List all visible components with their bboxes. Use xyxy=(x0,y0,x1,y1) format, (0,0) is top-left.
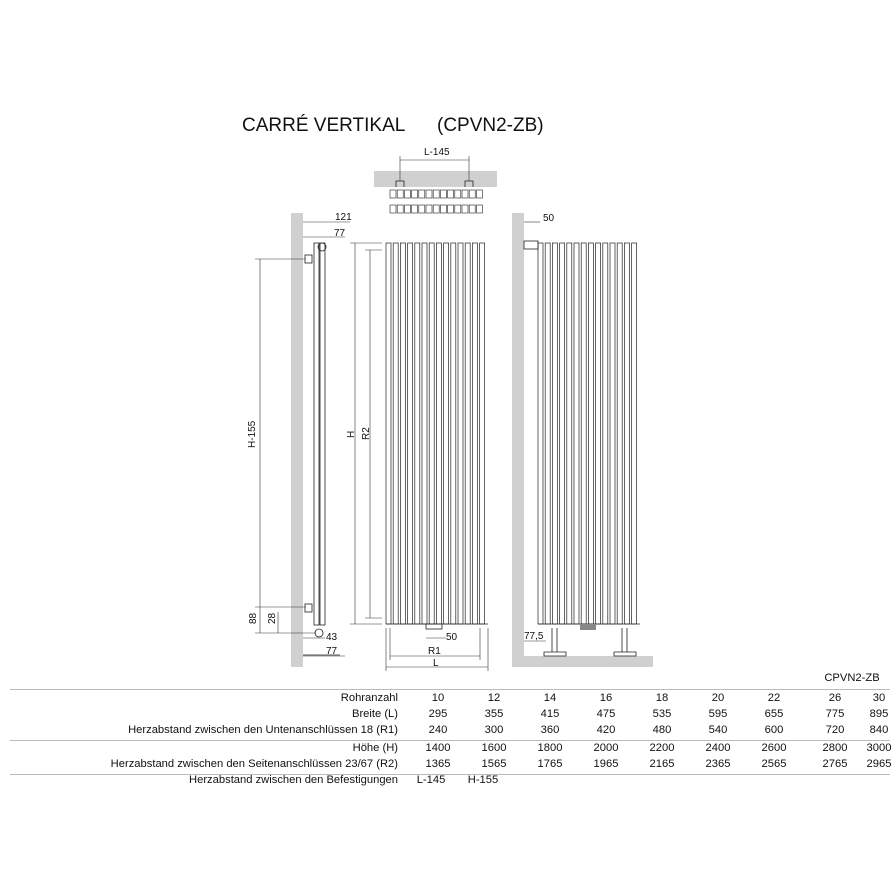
tube-section xyxy=(440,190,446,198)
table-cell: 600 xyxy=(764,724,784,736)
dim-h155-label: H-155 xyxy=(247,420,258,448)
tube-section xyxy=(412,190,418,198)
tube-section xyxy=(390,190,396,198)
table-row xyxy=(0,708,895,724)
table-cell: 2165 xyxy=(649,758,675,770)
table-cell: 2400 xyxy=(705,742,731,754)
tube-section xyxy=(462,205,468,213)
tube xyxy=(386,243,391,624)
tube-section xyxy=(448,205,454,213)
table-cell: 22 xyxy=(767,692,781,704)
table-cell: 3000 xyxy=(866,742,892,754)
tube-section xyxy=(476,205,482,213)
tube xyxy=(560,243,565,624)
dim-r1-label: R1 xyxy=(428,646,441,657)
table-cell: 30 xyxy=(872,692,886,704)
table-cell: 775 xyxy=(825,708,845,720)
table-cell: 1400 xyxy=(425,742,451,754)
upper-fixing xyxy=(305,255,312,263)
tube xyxy=(632,243,637,624)
table-cell: 895 xyxy=(869,708,889,720)
table-cell: 720 xyxy=(825,724,845,736)
tube-section xyxy=(440,205,446,213)
dim-77-top-label: 77 xyxy=(334,228,346,239)
front-view-tubes xyxy=(386,243,485,624)
tube-section xyxy=(397,205,403,213)
table-cell: 540 xyxy=(708,724,728,736)
table-cell: 2765 xyxy=(822,758,848,770)
side-view-wall xyxy=(291,213,303,667)
tube-section xyxy=(433,190,439,198)
tube-section xyxy=(448,190,454,198)
table-cell: 1800 xyxy=(537,742,563,754)
tube xyxy=(451,243,456,624)
table-cell: 2365 xyxy=(705,758,731,770)
tube xyxy=(545,243,550,624)
table-divider xyxy=(10,740,890,741)
table-row xyxy=(0,774,895,790)
tube-section xyxy=(469,190,475,198)
tube xyxy=(574,243,579,624)
table-cell: 2200 xyxy=(649,742,675,754)
table-cell: 475 xyxy=(596,708,616,720)
top-view-wall xyxy=(374,171,497,187)
table-row-label: Breite (L) xyxy=(351,708,398,720)
dim-l-label: L xyxy=(433,658,439,669)
tube-section xyxy=(412,205,418,213)
tube-section xyxy=(404,190,410,198)
table-cell: 16 xyxy=(599,692,613,704)
tube-section xyxy=(404,205,410,213)
table-cell: 14 xyxy=(543,692,557,704)
tube xyxy=(581,243,586,624)
table-cell: L-145 xyxy=(416,774,446,786)
tube-section xyxy=(426,190,432,198)
tube xyxy=(588,243,593,624)
table-cell: 2800 xyxy=(822,742,848,754)
tube-section xyxy=(455,205,461,213)
table-model-label: CPVN2-ZB xyxy=(824,672,880,684)
dim-77-bottom-label: 77 xyxy=(326,646,338,657)
tube xyxy=(480,243,485,624)
table-cell: 295 xyxy=(428,708,448,720)
tube-section xyxy=(455,190,461,198)
tube xyxy=(436,243,441,624)
tube xyxy=(393,243,398,624)
tube xyxy=(538,243,543,624)
tube xyxy=(444,243,449,624)
tube-section xyxy=(426,205,432,213)
tube xyxy=(400,243,405,624)
tube xyxy=(624,243,629,624)
dim-88-label: 88 xyxy=(248,612,259,624)
tube xyxy=(552,243,557,624)
table-cell: 18 xyxy=(655,692,669,704)
tube-section xyxy=(462,190,468,198)
top-view-tubes xyxy=(390,190,482,213)
rear-view-wall xyxy=(512,213,524,667)
table-cell: 360 xyxy=(540,724,560,736)
tube xyxy=(610,243,615,624)
table-cell: 1600 xyxy=(481,742,507,754)
side-view xyxy=(247,212,352,667)
table-row xyxy=(0,692,895,708)
table-cell: 655 xyxy=(764,708,784,720)
tube xyxy=(596,243,601,624)
table-cell: 1965 xyxy=(593,758,619,770)
table-cell: 2565 xyxy=(761,758,787,770)
tube xyxy=(472,243,477,624)
left-foot xyxy=(544,628,566,656)
tube xyxy=(429,243,434,624)
table-row xyxy=(0,758,895,774)
tube-section xyxy=(469,205,475,213)
right-foot xyxy=(614,628,636,656)
tube xyxy=(617,243,622,624)
dim-l145-label: L-145 xyxy=(424,147,450,158)
table-row xyxy=(0,724,895,740)
dim-43-label: 43 xyxy=(326,632,338,643)
rear-view xyxy=(512,213,653,667)
tube xyxy=(465,243,470,624)
table-cell: 26 xyxy=(828,692,842,704)
table-row xyxy=(0,742,895,758)
drawing-title: CARRÉ VERTIKAL xyxy=(242,115,406,136)
table-cell: 300 xyxy=(484,724,504,736)
table-cell: 2965 xyxy=(866,758,892,770)
tube-section xyxy=(390,205,396,213)
front-view xyxy=(346,243,488,671)
tube-section xyxy=(433,205,439,213)
table-row-label: Herzabstand zwischen den Seitenanschlüssen 23/67 (R2) xyxy=(110,758,398,770)
dim-50-side-label: 50 xyxy=(543,213,555,224)
table-cell: 415 xyxy=(540,708,560,720)
table-cell: 2000 xyxy=(593,742,619,754)
table-cell: 355 xyxy=(484,708,504,720)
table-cell: 535 xyxy=(652,708,672,720)
tube-section xyxy=(419,190,425,198)
tube xyxy=(422,243,427,624)
table-cell: 480 xyxy=(652,724,672,736)
dim-28-label: 28 xyxy=(267,612,278,624)
tube-section xyxy=(476,190,482,198)
dim-h-label: H xyxy=(346,430,357,438)
table-divider xyxy=(10,689,890,690)
table-cell: 420 xyxy=(596,724,616,736)
table-cell: 20 xyxy=(711,692,725,704)
tube xyxy=(458,243,463,624)
table-model-row xyxy=(0,672,895,688)
table-cell: 240 xyxy=(428,724,448,736)
table-row-label: Höhe (H) xyxy=(352,742,398,754)
tube-section xyxy=(397,190,403,198)
dim-r2-label: R2 xyxy=(361,427,372,440)
tube xyxy=(567,243,572,624)
tube xyxy=(408,243,413,624)
table-cell: 1365 xyxy=(425,758,451,770)
table-cell: 595 xyxy=(708,708,728,720)
table-cell: 1765 xyxy=(537,758,563,770)
dim-50-bottom-label: 50 xyxy=(446,632,458,643)
table-cell: 2600 xyxy=(761,742,787,754)
table-cell: 840 xyxy=(869,724,889,736)
table-row-label: Herzabstand zwischen den Befestigungen xyxy=(189,774,398,786)
rear-view-tubes xyxy=(538,243,637,624)
tube xyxy=(603,243,608,624)
table-cell: 1565 xyxy=(481,758,507,770)
table-cell: 12 xyxy=(487,692,501,704)
tube-section xyxy=(419,205,425,213)
floor xyxy=(524,656,653,667)
dim-121-label: 121 xyxy=(335,212,352,223)
model-code: (CPVN2-ZB) xyxy=(437,115,544,136)
table-cell: 10 xyxy=(431,692,445,704)
dim-77-5-label: 77,5 xyxy=(524,631,544,642)
table-row-label: Herzabstand zwischen den Untenanschlüssen 18 (R1) xyxy=(128,724,398,736)
top-view xyxy=(374,147,497,213)
lower-fixing xyxy=(305,604,312,612)
table-cell: H-155 xyxy=(467,774,499,786)
tube xyxy=(415,243,420,624)
table-row-label: Rohranzahl xyxy=(340,692,398,704)
